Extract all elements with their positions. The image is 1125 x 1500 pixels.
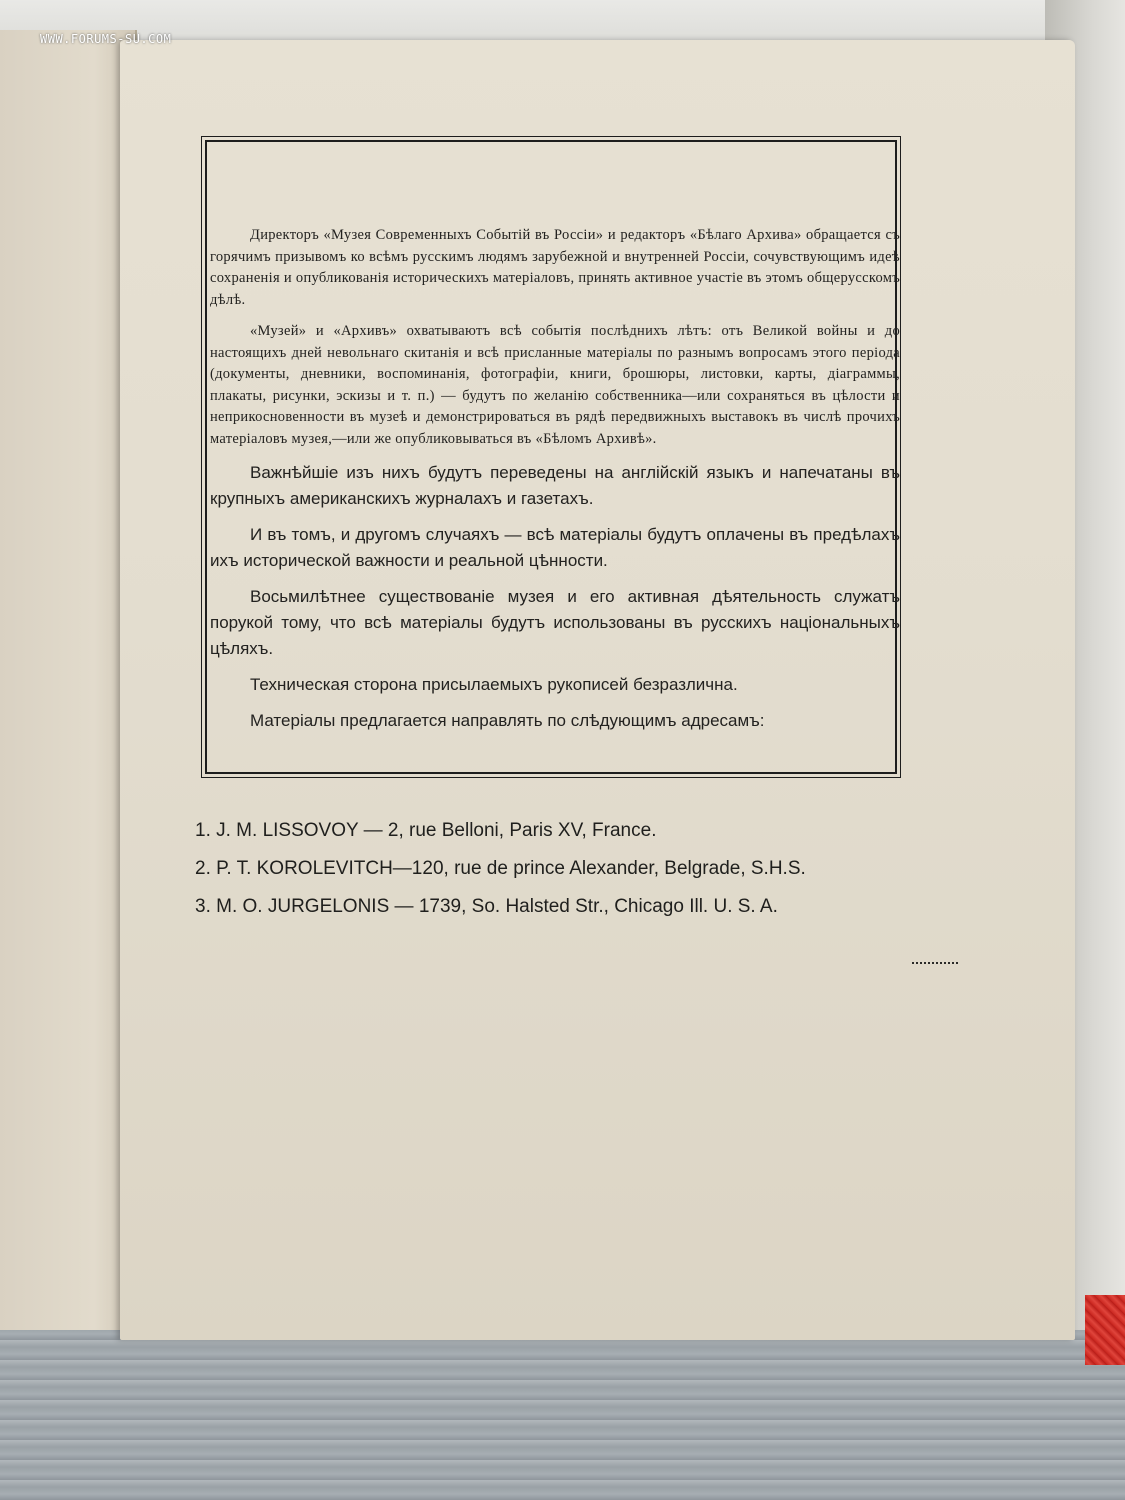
paragraph-6: Техническая сторона присылаемыхъ рукописей безразлична. [250,675,738,694]
red-cloth [1085,1295,1125,1365]
paragraph-2: «Музей» и «Архивъ» охватываютъ всѣ событія послѣднихъ лѣтъ: отъ Великой войны и до настоящихъ дней невольнаго скитанія и всѣ присланные матеріалы по разнымъ вопросамъ этого періода (документы, дневники, воспоминанія, фотографіи, книги, брошюры, листовки, карты, діаграммы, плакаты, рисунки, эскизы и т. п.) — будутъ по желанію собственника—или сохраняться въ цѣлости и неприкосновенности въ музеѣ и демонстрироваться въ рядѣ передвижныхъ выставокъ въ числѣ прочихъ матеріаловъ музея,—или же опубликовываться въ «Бѣломъ Архивѣ». [210,323,900,447]
paragraph-7: Матеріалы предлагается направлять по слѣдующимъ адресамъ: [250,711,765,730]
address-item: 3. M. O. JURGELONIS — 1739, So. Halsted Str., Chicago Ill. U. S. A. [195,896,778,917]
appeal-text [210,225,900,744]
paragraph-3: Важнѣйшіе изъ нихъ будутъ переведены на англійскій языкъ и напечатаны въ крупныхъ американскихъ журналахъ и газетахъ. [210,463,900,508]
address-list [195,820,975,934]
paragraph-4: И въ томъ, и другомъ случаяхъ — всѣ матеріалы будутъ оплачены въ предѣлахъ ихъ исторической важности и реальной цѣнности. [210,525,900,570]
address-item: 2. P. T. KOROLEVITCH—120, rue de prince Alexander, Belgrade, S.H.S. [195,858,806,879]
paragraph-1: Директоръ «Музея Современныхъ Событій въ Россіи» и редакторъ «Бѣлаго Архива» обращается съ горячимъ призывомъ ко всѣмъ русскимъ людямъ зарубежной и внутренней Россіи, сочувствующимъ идеѣ сохраненія и опубликованія историческихъ матеріаловъ, принять активное участіе въ этомъ общерусскомъ дѣлѣ. [210,227,900,308]
address-item: 1. J. M. LISSOVOY — 2, rue Belloni, Paris XV, France. [195,820,657,841]
table-surface [0,1330,1125,1500]
paragraph-5: Восьмилѣтнее существованіе музея и его активная дѣятельность служатъ порукой тому, что всѣ матеріалы будутъ использованы въ русскихъ національныхъ цѣляхъ. [210,587,900,658]
watermark: WWW.FORUMS-SU.COM [40,32,172,46]
left-page [0,30,137,1330]
decorative-rule [912,962,958,966]
